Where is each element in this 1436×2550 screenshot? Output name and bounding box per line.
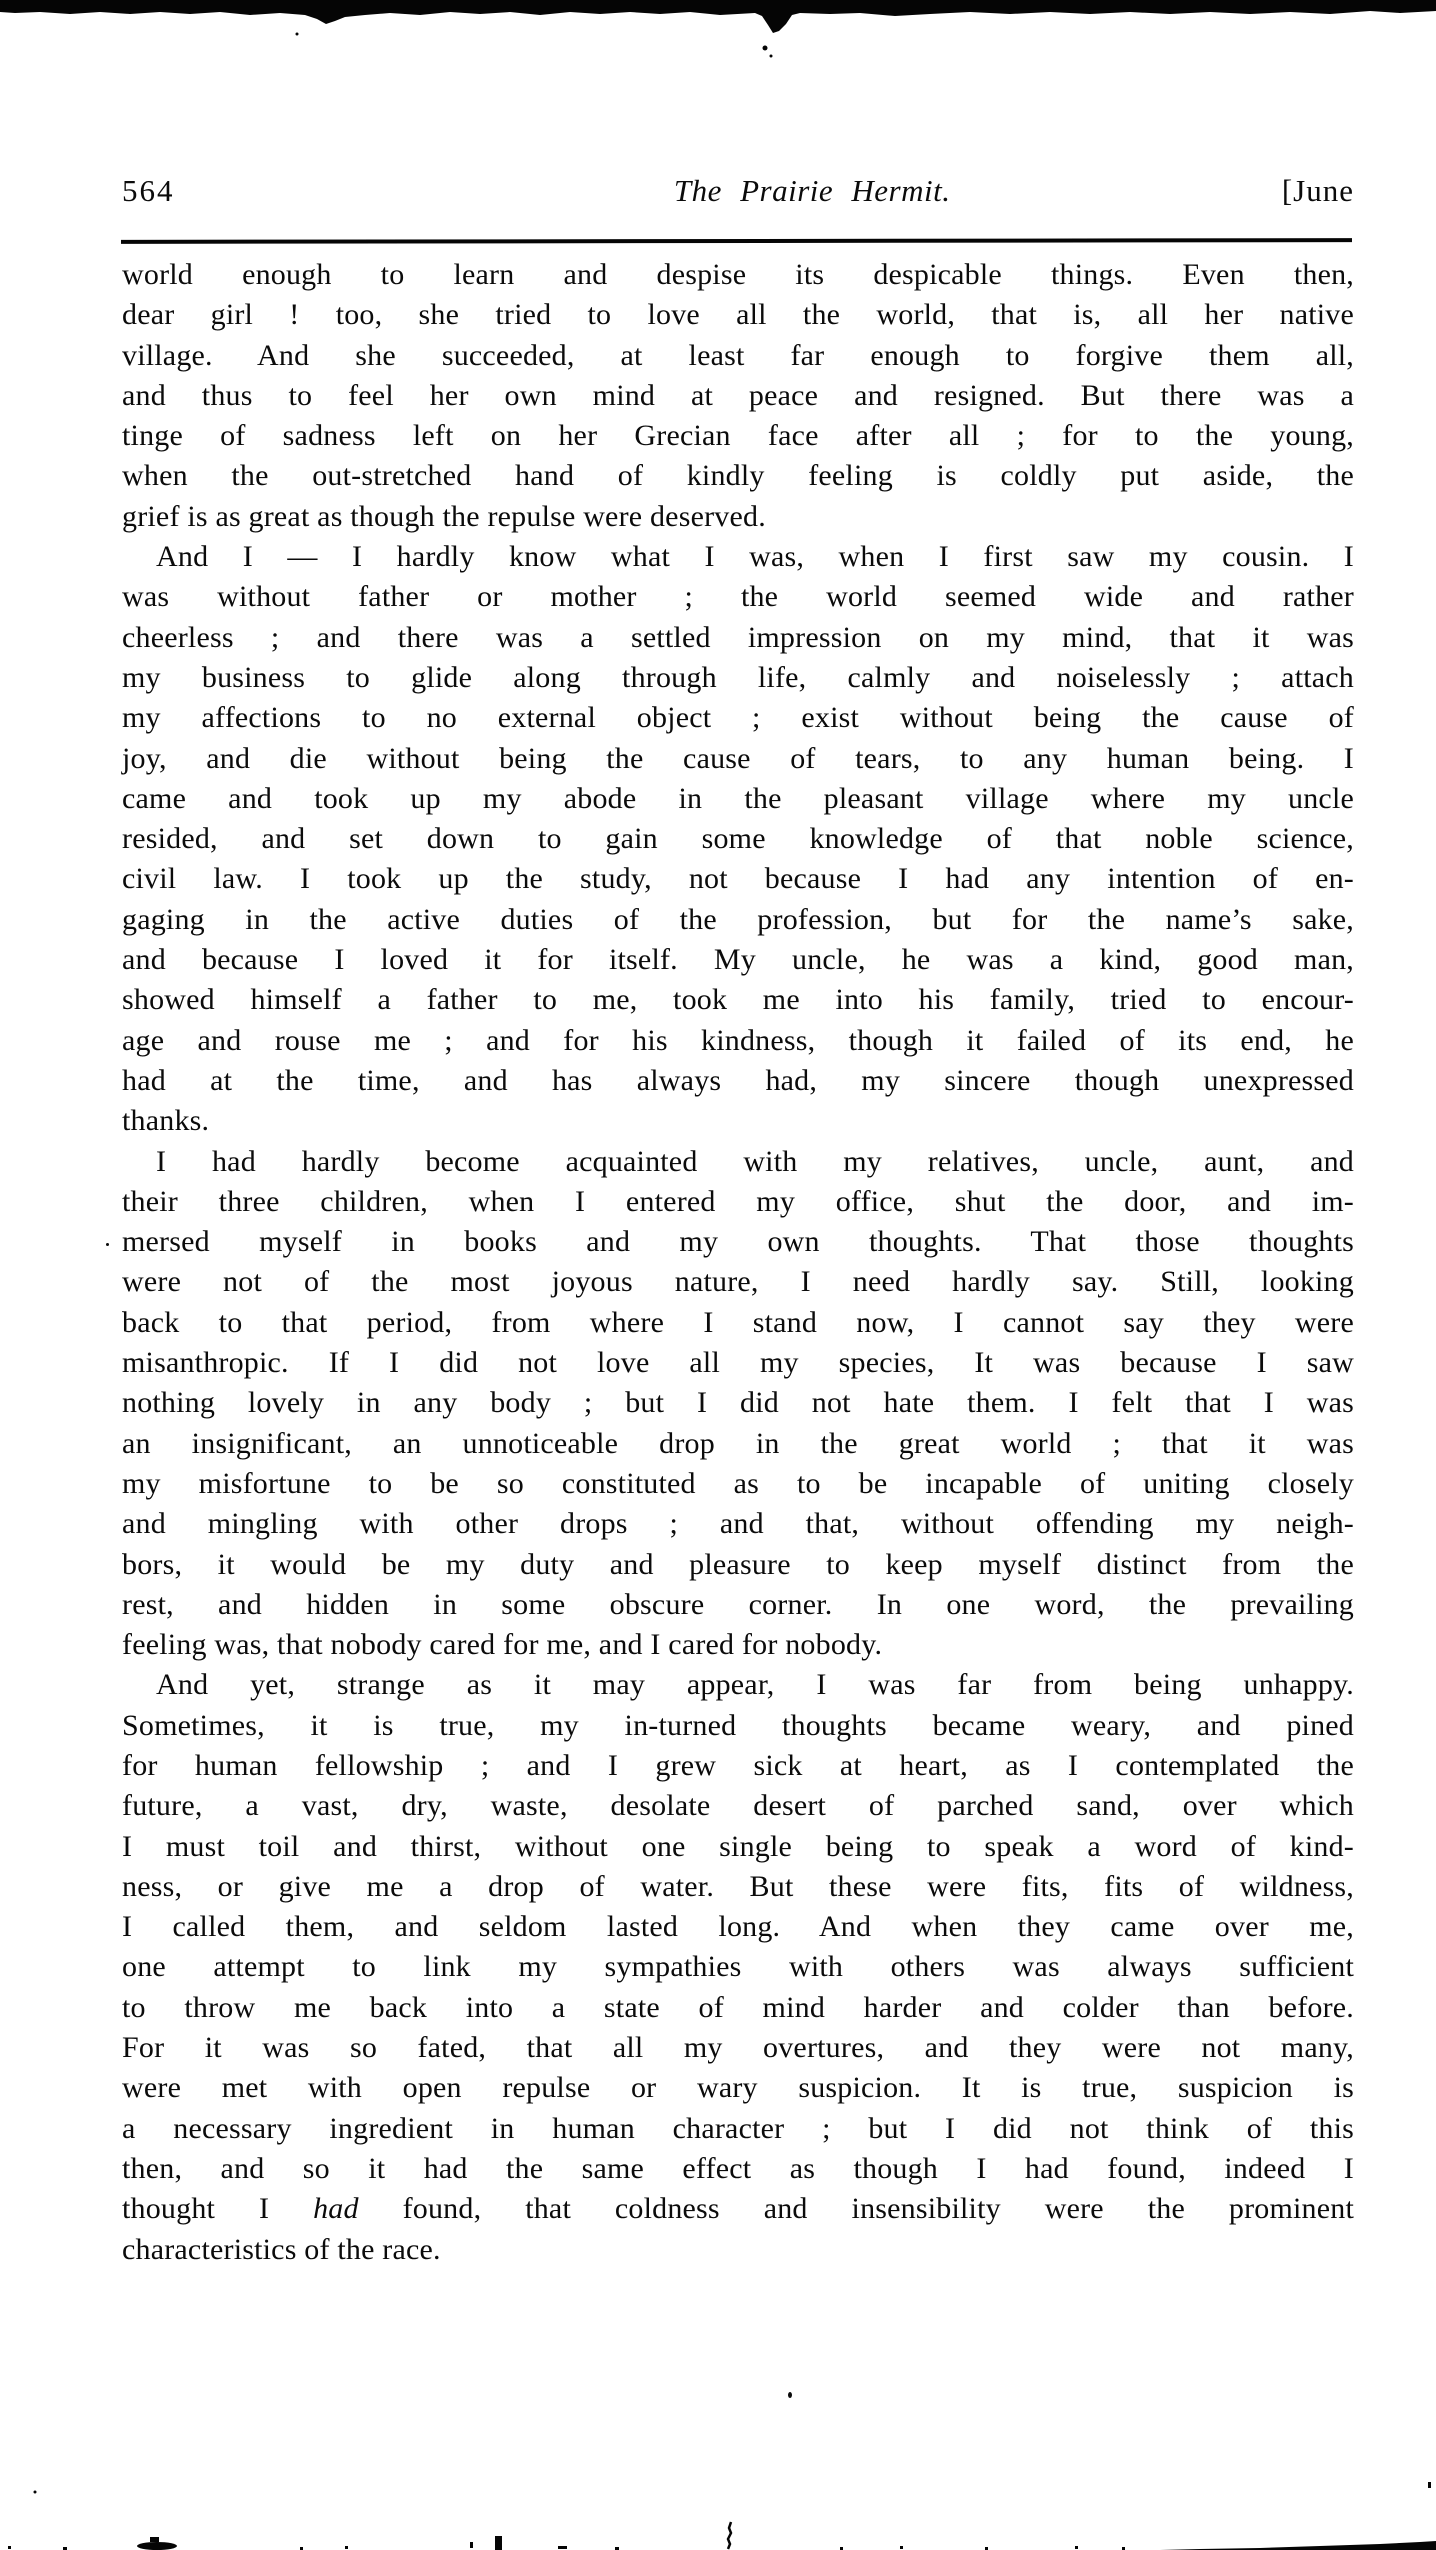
- text-line: and thus to feel her own mind at peace and resigned. But there was a: [122, 378, 1354, 412]
- text-line: to throw me back into a state of mind harder and colder than before.: [122, 1990, 1354, 2024]
- torn-edge-bottom: [0, 2480, 1436, 2550]
- text-line: my affections to no external object ; exist without being the cause of: [122, 701, 1354, 735]
- text-line: a necessary ingredient in human character ; but I did not think of this: [122, 2111, 1354, 2145]
- text-line: showed himself a father to me, took me into his family, tried to encour-: [122, 983, 1354, 1017]
- paragraph: [122, 1142, 1354, 1666]
- text-line: nothing lovely in any body ; but I did not hate them. I felt that I was: [122, 1386, 1354, 1420]
- page-number: 564: [122, 173, 175, 208]
- text-line: dear girl ! too, she tried to love all the world, that is, all her native: [122, 298, 1354, 332]
- text-line: misanthropic. If I did not love all my species, It was because I saw: [122, 1346, 1354, 1380]
- text-line: for human fellowship ; and I grew sick at heart, as I contemplated the: [122, 1748, 1354, 1782]
- page-body: [122, 255, 1354, 2270]
- running-head: [122, 173, 1354, 209]
- paragraph: [122, 255, 1354, 537]
- text-line: had at the time, and has always had, my sincere though unexpressed: [122, 1063, 1354, 1097]
- text-line: thought I had found, that coldness and insensibility were the prominent: [122, 2192, 1354, 2226]
- text-line: were met with open repulse or wary suspicion. It is true, suspicion is: [122, 2071, 1354, 2105]
- text-line: and because I loved it for itself. My uncle, he was a kind, good man,: [122, 943, 1354, 977]
- text-line: an insignificant, an unnoticeable drop in the great world ; that it was: [122, 1426, 1354, 1460]
- text-line: future, a vast, dry, waste, desolate desert of parched sand, over which: [122, 1789, 1354, 1823]
- text-line: their three children, when I entered my office, shut the door, and im-: [122, 1184, 1354, 1218]
- page-title: The Prairie Hermit.: [673, 173, 951, 208]
- text-line: were not of the most joyous nature, I need hardly say. Still, looking: [122, 1265, 1354, 1299]
- text-line: age and rouse me ; and for his kindness, though it failed of its end, he: [122, 1023, 1354, 1057]
- text-line: And I — I hardly know what I was, when I first saw my cousin. I: [156, 540, 1354, 574]
- text-line: thanks.: [122, 1104, 210, 1138]
- header-rule: [121, 238, 1352, 244]
- ink-speck: [106, 1243, 109, 1246]
- text-line: and mingling with other drops ; and that, without offending my neigh-: [122, 1507, 1354, 1541]
- text-line: my business to glide along through life, calmly and noiselessly ; attach: [122, 660, 1354, 694]
- text-line: resided, and set down to gain some knowledge of that noble science,: [122, 822, 1354, 856]
- text-line: I called them, and seldom lasted long. And when they came over me,: [122, 1910, 1354, 1944]
- text-line: back to that period, from where I stand now, I cannot say they were: [122, 1305, 1354, 1339]
- text-line: Sometimes, it is true, my in-turned thoughts became weary, and pined: [122, 1708, 1354, 1742]
- paragraph: [122, 1665, 1354, 2269]
- text-line: For it was so fated, that all my overtures, and they were not many,: [122, 2031, 1354, 2065]
- text-line: ness, or give me a drop of water. But these were fits, fits of wildness,: [122, 1869, 1354, 1903]
- text-line: grief is as great as though the repulse were deserved.: [122, 499, 766, 533]
- text-line: then, and so it had the same effect as though I had found, indeed I: [122, 2151, 1354, 2185]
- text-line: I must toil and thirst, without one single being to speak a word of kind-: [122, 1829, 1354, 1863]
- text-line: my misfortune to be so constituted as to be incapable of uniting closely: [122, 1466, 1354, 1500]
- text-line: cheerless ; and there was a settled impression on my mind, that it was: [122, 620, 1354, 654]
- text-line: gaging in the active duties of the profession, but for the name’s sake,: [122, 902, 1354, 936]
- text-line: I had hardly become acquainted with my relatives, uncle, aunt, and: [156, 1144, 1354, 1178]
- text-line: was without father or mother ; the world seemed wide and rather: [122, 580, 1354, 614]
- text-line: joy, and die without being the cause of tears, to any human being. I: [122, 741, 1354, 775]
- text-line: village. And she succeeded, at least far enough to forgive them all,: [122, 338, 1354, 372]
- text-line: And yet, strange as it may appear, I was far from being unhappy.: [156, 1668, 1354, 1702]
- text-line: characteristics of the race.: [122, 2232, 441, 2266]
- text-line: world enough to learn and despise its despicable things. Even then,: [122, 258, 1354, 291]
- text-line: rest, and hidden in some obscure corner. In one word, the prevailing: [122, 1587, 1354, 1621]
- paragraph: [122, 537, 1354, 1141]
- text-line: bors, it would be my duty and pleasure to keep myself distinct from the: [122, 1547, 1354, 1581]
- text-line: when the out-stretched hand of kindly feeling is coldly put aside, the: [122, 459, 1354, 493]
- issue-month: [June: [1281, 173, 1354, 208]
- text-line: came and took up my abode in the pleasant village where my uncle: [122, 781, 1354, 815]
- text-line: civil law. I took up the study, not because I had any intention of en-: [122, 862, 1354, 896]
- text-line: feeling was, that nobody cared for me, and I cared for nobody.: [122, 1628, 883, 1662]
- ink-speck: [788, 2392, 792, 2398]
- text-line: tinge of sadness left on her Grecian face after all ; for to the young,: [122, 419, 1354, 453]
- text-line: mersed myself in books and my own thoughts. That those thoughts: [122, 1225, 1354, 1259]
- text-line: one attempt to link my sympathies with others was always sufficient: [122, 1950, 1354, 1984]
- torn-edge-top: [0, 0, 1436, 60]
